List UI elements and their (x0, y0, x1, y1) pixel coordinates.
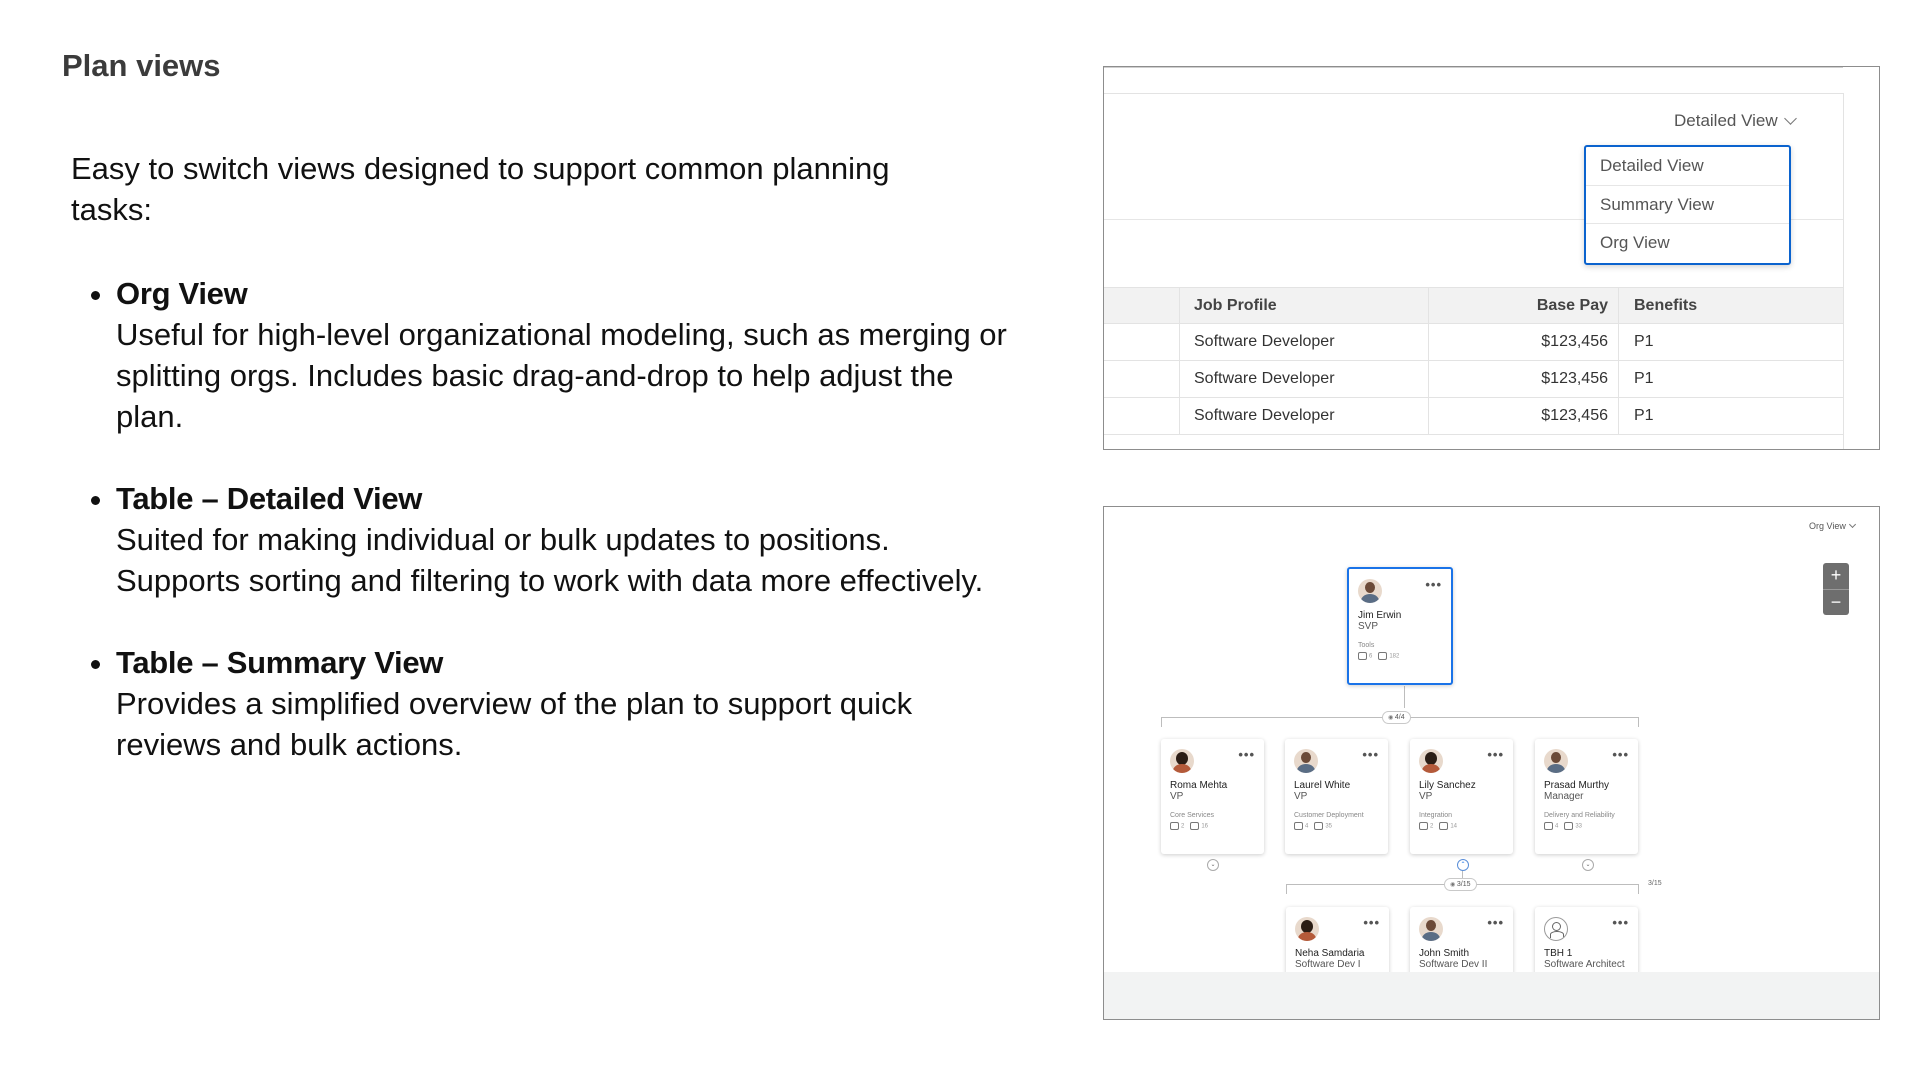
more-options-icon[interactable]: ••• (1612, 915, 1629, 930)
card-title: VP (1170, 791, 1184, 802)
table-cell: $123,456 (1429, 361, 1619, 397)
menu-item-detailed-view[interactable]: Detailed View (1586, 147, 1789, 186)
direct-reports-stat (1419, 822, 1433, 830)
team-icon (1358, 652, 1367, 660)
card-title: Manager (1544, 791, 1584, 802)
card-title: VP (1294, 791, 1308, 802)
org-card[interactable] (1161, 739, 1264, 854)
feature-title: • Org View (116, 276, 248, 311)
people-icon (1314, 822, 1323, 830)
card-name: Laurel White (1294, 780, 1351, 791)
avatar (1544, 749, 1568, 773)
avatar (1295, 917, 1319, 941)
menu-item-org-view[interactable]: Org View (1600, 233, 1670, 253)
stat-value: 2 (1181, 823, 1185, 830)
table-header-row (1104, 287, 1843, 324)
avatar (1170, 749, 1194, 773)
card-name: Prasad Murthy (1544, 780, 1610, 791)
headcount-stat (1314, 822, 1332, 830)
headcount-stat (1564, 822, 1582, 830)
card-title: Software Architect (1544, 959, 1625, 970)
more-options-icon[interactable]: ••• (1487, 915, 1504, 930)
card-name: Jim Erwin (1358, 610, 1402, 621)
level-count-pill[interactable]: ◉ 4/4 (1382, 711, 1411, 724)
table-cell: $123,456 (1429, 398, 1619, 434)
card-title: SVP (1358, 621, 1379, 632)
feature-description: Suited for making individual or bulk updates to positions. Supports sorting and filtering to work with data more effectively. (116, 522, 984, 598)
headcount-stat (1378, 652, 1399, 660)
table-cell (1104, 398, 1180, 434)
card-name: Neha Samdaria (1295, 948, 1365, 959)
table-cell: Software Developer (1180, 398, 1429, 434)
divider (1104, 67, 1843, 68)
table-cell: P1 (1634, 407, 1654, 424)
view-dropdown-menu (1584, 145, 1791, 265)
stat-value: 2 (1430, 823, 1434, 830)
column-header-benefits[interactable]: Benefits (1634, 296, 1698, 314)
card-stats (1294, 822, 1379, 830)
team-icon (1419, 822, 1428, 830)
table-row[interactable] (1104, 324, 1843, 361)
table-row (1104, 435, 1843, 450)
stat-value: 6 (1369, 653, 1373, 660)
team-icon (1294, 822, 1303, 830)
table-row[interactable] (1104, 361, 1843, 398)
team-icon (1170, 822, 1179, 830)
card-org: Integration (1419, 812, 1453, 819)
feature-item-org-view (116, 273, 1016, 437)
org-card[interactable] (1535, 739, 1638, 854)
feature-item-summary-view (116, 642, 1016, 765)
more-options-icon[interactable]: ••• (1612, 747, 1629, 762)
connector-line (1638, 884, 1639, 894)
org-card[interactable] (1410, 739, 1513, 854)
connector-line (1404, 686, 1405, 708)
expand-icon[interactable]: ⌄ (1582, 859, 1594, 871)
card-org: Core Services (1170, 812, 1214, 819)
stat-value: 14 (1450, 823, 1458, 830)
team-icon (1544, 822, 1553, 830)
divider (1843, 93, 1844, 449)
connector-line (1286, 884, 1287, 894)
view-selector-label: Org View (1809, 521, 1846, 531)
direct-reports-stat (1358, 652, 1372, 660)
card-name: TBH 1 (1544, 948, 1573, 959)
table-cell: P1 (1634, 370, 1654, 387)
people-icon (1190, 822, 1199, 830)
avatar (1419, 917, 1443, 941)
table-cell (1104, 361, 1180, 397)
user-placeholder-icon (1544, 917, 1568, 941)
expand-icon[interactable]: ⌄ (1207, 859, 1219, 871)
headcount-stat (1439, 822, 1457, 830)
card-name: Roma Mehta (1170, 780, 1228, 791)
table-cell: Software Developer (1180, 324, 1429, 360)
card-name: John Smith (1419, 948, 1470, 959)
view-selector-label: Detailed View (1674, 111, 1778, 130)
people-icon (1439, 822, 1448, 830)
avatar (1419, 749, 1443, 773)
page-title: Plan views (62, 48, 221, 83)
table-view-screenshot (1103, 66, 1880, 450)
more-options-icon[interactable]: ••• (1425, 577, 1442, 592)
org-card[interactable] (1285, 739, 1388, 854)
card-org: Delivery and Reliability (1544, 812, 1615, 819)
stat-value: 16 (1201, 823, 1209, 830)
menu-item-summary-view[interactable]: Summary View (1586, 186, 1789, 225)
more-options-icon[interactable]: ••• (1238, 747, 1255, 762)
stat-value: 33 (1575, 823, 1583, 830)
column-header-job-profile[interactable]: Job Profile (1180, 288, 1429, 323)
feature-item-detailed-view (116, 478, 1016, 601)
collapse-icon[interactable]: ⌃ (1457, 859, 1469, 871)
chevron-down-icon (1784, 112, 1797, 125)
page-count: 3/15 (1648, 880, 1662, 887)
card-title: Software Dev II (1419, 959, 1488, 970)
org-view-selector[interactable] (1809, 521, 1855, 531)
connector-line (1161, 717, 1162, 727)
more-options-icon[interactable]: ••• (1487, 747, 1504, 762)
more-options-icon[interactable]: ••• (1362, 747, 1379, 762)
org-card-root[interactable] (1347, 567, 1453, 685)
positions-table (1104, 287, 1843, 450)
direct-reports-stat (1294, 822, 1308, 830)
stat-value: 4 (1305, 823, 1309, 830)
level-count-pill[interactable]: ◉ 3/15 (1444, 878, 1477, 891)
stat-value: 4 (1555, 823, 1559, 830)
card-stats (1358, 652, 1442, 660)
table-cell (1104, 324, 1180, 360)
stat-value: 182 (1389, 653, 1400, 660)
intro-text: Easy to switch views designed to support common planning tasks: (71, 151, 890, 227)
card-title: Software Dev I (1295, 959, 1361, 970)
org-view-screenshot (1103, 506, 1880, 1020)
card-org: Customer Deployment (1294, 812, 1364, 819)
table-row[interactable] (1104, 398, 1843, 435)
card-stats (1544, 822, 1629, 830)
card-stats (1419, 822, 1504, 830)
zoom-controls (1823, 563, 1849, 615)
table-cell: Software Developer (1180, 361, 1429, 397)
chevron-down-icon (1849, 521, 1856, 528)
direct-reports-stat (1170, 822, 1184, 830)
people-icon (1378, 652, 1387, 660)
table-cell: P1 (1634, 333, 1654, 350)
view-selector[interactable] (1674, 111, 1795, 131)
zoom-out-button[interactable]: − (1830, 592, 1842, 612)
card-org: Tools (1358, 642, 1375, 649)
feature-description: Useful for high-level organizational modeling, such as merging or splitting orgs. Includes basic drag-and-drop to help adjust the plan. (116, 317, 1007, 434)
feature-title: • Table – Summary View (116, 645, 444, 680)
table-cell: $123,456 (1429, 324, 1619, 360)
column-header-base-pay[interactable]: Base Pay (1429, 288, 1619, 323)
direct-reports-stat (1544, 822, 1558, 830)
feature-title: • Table – Detailed View (116, 481, 423, 516)
feature-description: Provides a simplified overview of the plan to support quick reviews and bulk actions. (116, 686, 913, 762)
divider (1104, 93, 1843, 94)
card-title: VP (1419, 791, 1433, 802)
feature-list (70, 273, 1016, 806)
card-name: Lily Sanchez (1419, 780, 1476, 791)
zoom-in-button[interactable]: + (1823, 563, 1849, 590)
stat-value: 35 (1325, 823, 1333, 830)
avatar (1358, 579, 1382, 603)
card-stats (1170, 822, 1255, 830)
canvas-footer (1104, 972, 1879, 1019)
people-icon (1564, 822, 1573, 830)
avatar (1294, 749, 1318, 773)
table-header-cell (1104, 288, 1180, 323)
connector-line (1638, 717, 1639, 727)
headcount-stat (1190, 822, 1208, 830)
more-options-icon[interactable]: ••• (1363, 915, 1380, 930)
